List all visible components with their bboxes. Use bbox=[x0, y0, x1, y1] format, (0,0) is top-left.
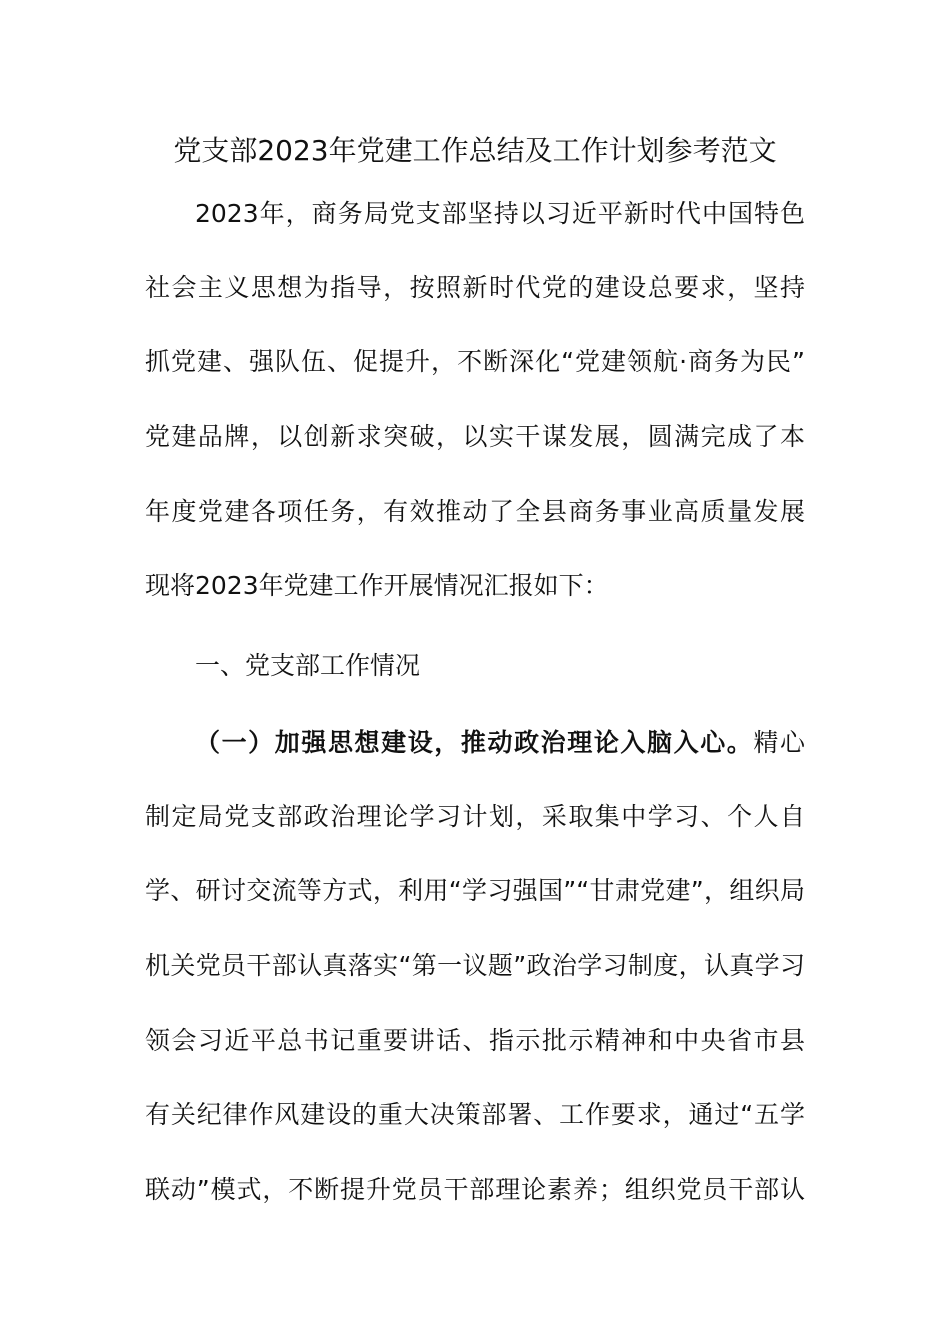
paragraph-line: 年度党建各项任务，有效推动了全县商务事业高质量发展 bbox=[145, 497, 805, 526]
subsection-heading-rest: 精心 bbox=[753, 728, 805, 757]
paragraph-line: 领会习近平总书记重要讲话、指示批示精神和中央省市县 bbox=[145, 1026, 805, 1055]
paragraph-line: 2023年，商务局党支部坚持以习近平新时代中国特色 bbox=[195, 199, 805, 228]
paragraph-line: 制定局党支部政治理论学习计划，采取集中学习、个人自 bbox=[145, 802, 805, 831]
subsection-first-line bbox=[195, 725, 805, 761]
paragraph-line: 学、研讨交流等方式，利用“学习强国”“甘肃党建”，组织局 bbox=[145, 876, 805, 905]
paragraph-line: 有关纪律作风建设的重大决策部署、工作要求，通过“五学 bbox=[145, 1100, 805, 1129]
paragraph-line: 机关党员干部认真落实“第一议题”政治学习制度，认真学习 bbox=[145, 951, 805, 980]
section-heading: 一、党支部工作情况 bbox=[195, 651, 421, 680]
paragraph-line: 抓党建、强队伍、促提升，不断深化“党建领航·商务为民” bbox=[145, 347, 805, 376]
paragraph-line: 联动”模式，不断提升党员干部理论素养；组织党员干部认 bbox=[145, 1175, 805, 1204]
subsection-heading: （一）加强思想建设，推动政治理论入脑入心。 bbox=[195, 728, 754, 757]
paragraph-line: 党建品牌，以创新求突破，以实干谋发展，圆满完成了本 bbox=[145, 422, 805, 451]
paragraph-line: 现将2023年党建工作开展情况汇报如下： bbox=[145, 571, 609, 600]
document-title: 党支部2023年党建工作总结及工作计划参考范文 bbox=[173, 134, 777, 167]
paragraph-line: 社会主义思想为指导，按照新时代党的建设总要求，坚持 bbox=[145, 273, 805, 302]
